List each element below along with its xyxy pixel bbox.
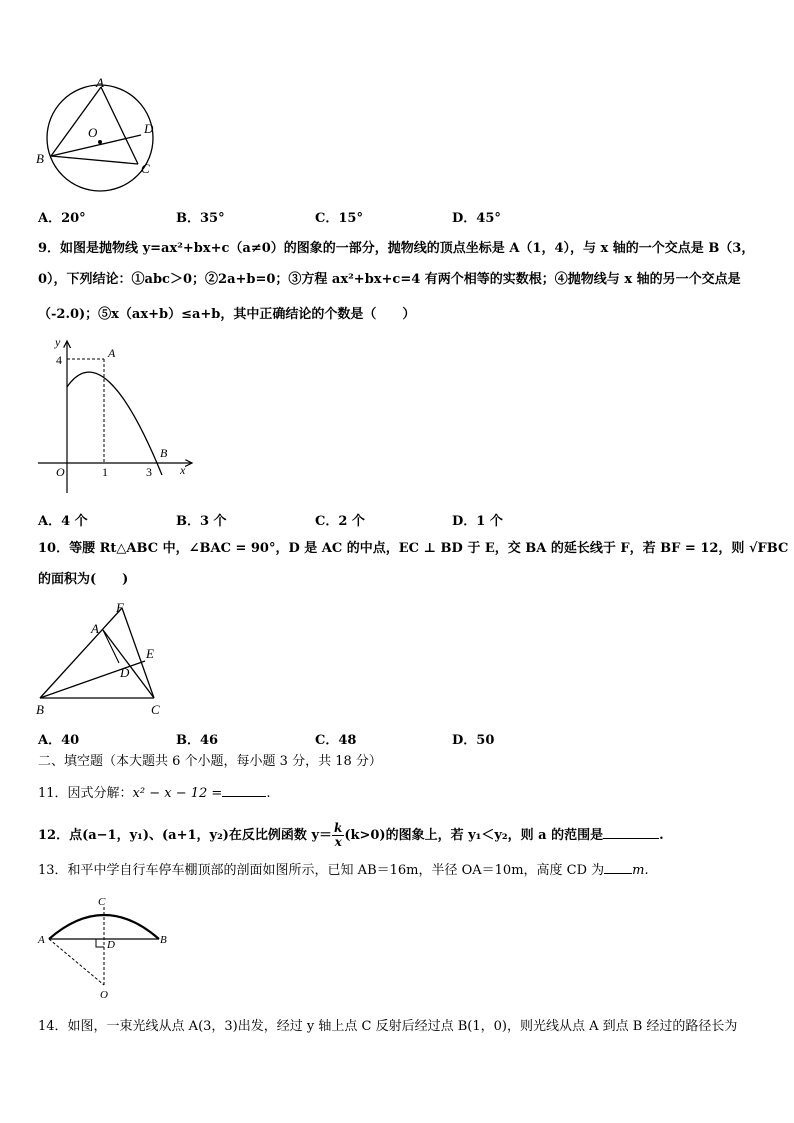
- q9-option-a: A．4 个: [38, 514, 88, 529]
- q11-answer-blank[interactable]: [222, 796, 266, 797]
- q9-line-2: 0），下列结论：①abc＞0；②2a+b=0；③方程 ax²+bx+c=4 有两个相等的实数根；④抛物线与 x 轴的另一个交点是: [38, 272, 741, 287]
- axis-label-x: x: [180, 463, 186, 477]
- q12-answer-blank[interactable]: [603, 838, 659, 839]
- label-D-q13: D: [107, 939, 115, 951]
- q8-option-a: A．20°: [38, 211, 86, 226]
- parabola-graph: [30, 335, 200, 500]
- point-label-B: B: [160, 446, 168, 460]
- label-E: E: [146, 646, 154, 661]
- label-C: C: [141, 161, 150, 176]
- label-A-q10: A: [91, 621, 99, 636]
- circle-triangle-figure: [30, 75, 170, 200]
- q12-fraction: [332, 822, 344, 849]
- label-B-q10: B: [36, 702, 44, 717]
- q10-line-2: 的面积为( ): [38, 572, 129, 587]
- point-label-A: A: [108, 346, 116, 360]
- q12-fraction-denominator: x: [334, 835, 342, 849]
- q11-suffix: .: [266, 786, 271, 801]
- q11: [38, 785, 270, 803]
- label-D: D: [144, 121, 154, 136]
- q10-option-a: A．40: [38, 733, 80, 748]
- q12-prefix: 12．点(a−1，y₁)、(a+1，y₂)在反比例函数 y＝: [38, 828, 332, 843]
- label-O: O: [88, 125, 98, 140]
- q10-option-d: D．50: [452, 733, 495, 748]
- q10-line-1: 10．等腰 Rt△ABC 中，∠BAC = 90°，D 是 AC 的中点，EC ⊥ BD 于 E，交 BA 的延长线于 F，若 BF = 12，则 √FBC: [38, 541, 789, 556]
- q13: [38, 862, 649, 880]
- q12: [38, 822, 664, 849]
- triangle-figure: [30, 598, 180, 720]
- q12-fraction-numerator: k: [334, 821, 343, 835]
- q8-option-b: B．35°: [176, 211, 225, 226]
- axis-label-y: y: [55, 335, 61, 349]
- q9-line-3: （-2.0)；⑤x（ax+b）≤a+b，其中正确结论的个数是（ ）: [38, 307, 416, 322]
- tick-label-1: 1: [102, 465, 108, 479]
- arc-figure: [36, 893, 176, 1003]
- origin-label: O: [56, 465, 65, 479]
- q9-option-c: C．2 个: [315, 514, 365, 529]
- section-heading-fill-in: 二、填空题（本大题共 6 个小题，每小题 3 分，共 18 分）: [38, 754, 382, 769]
- label-D-q10: D: [120, 665, 130, 680]
- q9-line-1: 9．如图是抛物线 y=ax²+bx+c（a≠0）的图象的一部分，抛物线的顶点坐标是 A（1，4），与 x 轴的一个交点是 B（3，: [38, 241, 755, 256]
- q8-option-c: C．15°: [315, 211, 363, 226]
- q14: 14．如图，一束光线从点 A(3，3)出发，经过 y 轴上点 C 反射后经过点 B(1，0)，则光线从点 A 到点 B 经过的路径长为: [38, 1019, 738, 1034]
- label-C-q10: C: [151, 702, 160, 717]
- q11-expression: x² − x − 12 =: [132, 786, 223, 801]
- tick-label-3: 3: [146, 465, 152, 479]
- q11-prefix: 11．因式分解：: [38, 786, 133, 801]
- label-A: A: [96, 75, 104, 90]
- q12-suffix: (k>0)的图象上，若 y₁＜y₂，则 a 的范围是: [344, 828, 604, 843]
- q9-option-d: D．1 个: [452, 514, 503, 529]
- q10-option-c: C．48: [315, 733, 357, 748]
- tick-label-4: 4: [56, 353, 62, 367]
- label-O-q13: O: [100, 989, 108, 1001]
- label-B: B: [36, 151, 44, 166]
- label-F: F: [116, 600, 124, 615]
- q9-option-b: B．3 个: [176, 514, 227, 529]
- q8-option-d: D．45°: [452, 211, 501, 226]
- q10-option-b: B．46: [176, 733, 219, 748]
- q13-unit: m.: [632, 863, 649, 878]
- label-C-q13: C: [98, 896, 106, 908]
- circle: [47, 85, 153, 191]
- q13-answer-blank[interactable]: [604, 873, 632, 874]
- label-A-q13: A: [38, 934, 45, 946]
- q13-text: 13．和平中学自行车停车棚顶部的剖面如图所示，已知 AB＝16m，半径 OA＝10m，高度 CD 为: [38, 863, 605, 878]
- label-B-q13: B: [160, 934, 167, 946]
- q12-end: .: [659, 828, 664, 843]
